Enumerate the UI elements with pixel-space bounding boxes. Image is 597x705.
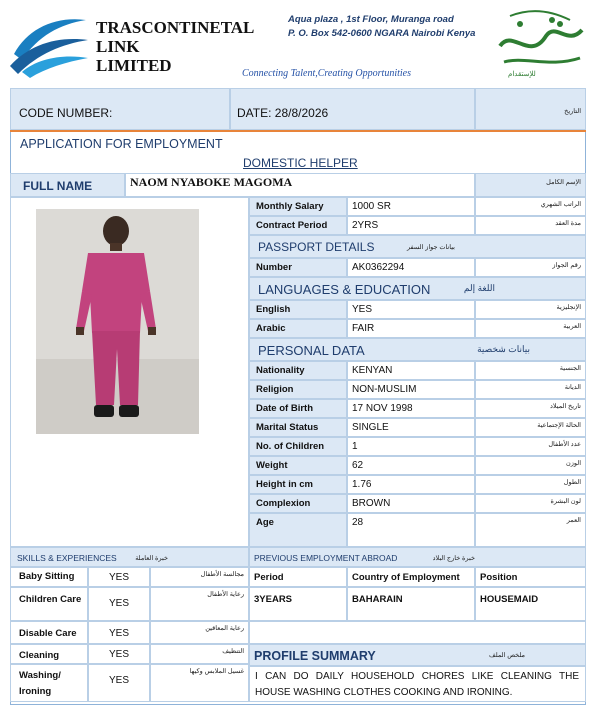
contract-period-value: 2YRS <box>352 220 379 231</box>
passport-number-label-cell <box>249 258 347 277</box>
abroad-col-country <box>347 567 475 587</box>
complexion-arabic-cell <box>475 494 586 513</box>
date-arabic-label: التاريخ <box>564 108 581 115</box>
agency-emblem-subtitle: للإستقدام <box>508 71 536 78</box>
skill-disable-care-label: Disable Care <box>19 628 77 639</box>
age-label: Age <box>256 517 274 528</box>
marital-label-cell <box>249 418 347 437</box>
skill-children-care-label: Children Care <box>19 594 82 605</box>
weight-arabic: الوزن <box>565 460 581 467</box>
monthly-salary-label: Monthly Salary <box>256 201 324 212</box>
skill-row-arabic-cell <box>150 567 249 587</box>
children-label-cell <box>249 437 347 456</box>
skill-baby-sitting-label: Baby Sitting <box>19 571 75 582</box>
height-value: 1.76 <box>352 479 372 490</box>
marital-status-arabic: الحالة الإجتماعية <box>537 422 581 429</box>
contract-period-value-cell <box>347 216 475 235</box>
dob-value-cell <box>347 399 475 418</box>
abroad-col-period <box>249 567 347 587</box>
weight-value: 62 <box>352 460 364 471</box>
application-title: APPLICATION FOR EMPLOYMENT <box>20 137 223 151</box>
abroad-col-period-label: Period <box>254 572 284 583</box>
contract-period-arabic: مدة العقد <box>555 220 581 227</box>
company-name <box>96 18 254 75</box>
skill-disable-care-value: YES <box>109 628 130 639</box>
arabic-arabic-cell <box>475 319 586 338</box>
children-value-cell <box>347 437 475 456</box>
company-logo-icon <box>8 10 90 80</box>
skill-row-label-cell <box>10 621 88 644</box>
skill-row-arabic-cell <box>150 587 249 621</box>
dob-label-cell <box>249 399 347 418</box>
passport-number-label: Number <box>256 262 292 273</box>
monthly-salary-label-cell <box>249 197 347 216</box>
skill-row-value-cell <box>88 644 150 664</box>
arabic-label-cell <box>249 319 347 338</box>
applicant-figure-icon <box>36 209 199 434</box>
abroad-position-value: HOUSEMAID <box>480 594 539 605</box>
contract-period-label: Contract Period <box>256 220 328 231</box>
arabic-value-cell <box>347 319 475 338</box>
date-label: DATE: 28/8/2026 <box>237 106 329 120</box>
passport-number-arabic: رقم الجواز <box>552 262 581 269</box>
date-arabic-cell <box>475 88 586 130</box>
company-name-line3: LIMITED <box>96 56 172 75</box>
children-count-arabic: عدد الأطفال <box>548 441 581 448</box>
date-of-birth-arabic: تاريخ الميلاد <box>549 403 581 410</box>
skill-row-label-cell <box>10 587 88 621</box>
languages-section-header <box>249 277 586 300</box>
full-name-value: NAOM NYABOKE MAGOMA <box>130 175 293 189</box>
full-name-label-cell <box>10 173 125 197</box>
skills-section-title: SKILLS & EXPERIENCES <box>17 553 117 563</box>
religion-label-cell <box>249 380 347 399</box>
religion-arabic-cell <box>475 380 586 399</box>
abroad-country-value: BAHARAIN <box>352 594 403 605</box>
abroad-row-cell <box>475 587 586 621</box>
english-label-cell <box>249 300 347 319</box>
monthly-salary-value: 1000 SR <box>352 201 391 212</box>
contract-period-arabic-cell <box>475 216 586 235</box>
languages-section-title: LANGUAGES & EDUCATION <box>258 282 431 297</box>
complexion-value: BROWN <box>352 498 391 509</box>
profile-summary-text: I CAN DO DAILY HOUSEHOLD CHORES LIKE CLEANING THE HOUSE WASHING CLOTHES COOKING AND IRONING. <box>255 671 579 698</box>
age-value-cell <box>347 513 475 547</box>
monthly-salary-arabic-cell <box>475 197 586 216</box>
address-line1: Aqua plaza , 1st Floor, Muranga road <box>288 14 454 25</box>
skill-row-value-cell <box>88 664 150 702</box>
abroad-empty-row <box>249 621 586 644</box>
children-count-value: 1 <box>352 441 358 452</box>
english-arabic-cell <box>475 300 586 319</box>
dob-arabic-cell <box>475 399 586 418</box>
skill-washing-label: Washing/ Ironing <box>19 670 61 697</box>
marital-status-value: SINGLE <box>352 422 389 433</box>
religion-arabic: الديانة <box>564 384 581 391</box>
skills-section-arabic: خبرة العاملة <box>135 555 168 562</box>
age-arabic-cell <box>475 513 586 547</box>
full-name-arabic-cell <box>475 173 586 197</box>
profile-section-arabic: ملخص الملف <box>488 652 525 659</box>
height-label-cell <box>249 475 347 494</box>
skill-washing-value: YES <box>109 675 130 686</box>
abroad-section-arabic: خبرة خارج البلاد <box>432 555 475 562</box>
abroad-col-position-label: Position <box>480 572 518 583</box>
marital-status-label: Marital Status <box>256 422 319 433</box>
code-number-cell <box>10 88 230 130</box>
header-divider <box>10 130 586 132</box>
weight-arabic-cell <box>475 456 586 475</box>
skill-row-value-cell <box>88 567 150 587</box>
full-name-value-cell <box>125 173 475 197</box>
company-address <box>288 13 475 41</box>
religion-value: NON-MUSLIM <box>352 384 417 395</box>
profile-summary-cell <box>249 666 586 702</box>
skill-row-label-cell <box>10 644 88 664</box>
skill-baby-sitting-arabic: مجالسة الأطفال <box>200 571 244 578</box>
children-arabic-cell <box>475 437 586 456</box>
date-cell <box>230 88 475 130</box>
personal-section-header <box>249 338 586 361</box>
agency-emblem-icon <box>490 6 590 84</box>
nationality-label-cell <box>249 361 347 380</box>
nationality-value: KENYAN <box>352 365 393 376</box>
date-of-birth-value: 17 NOV 1998 <box>352 403 413 414</box>
age-value: 28 <box>352 517 364 528</box>
profile-section-title: PROFILE SUMMARY <box>254 649 376 663</box>
position-applied: DOMESTIC HELPER <box>243 156 358 170</box>
abroad-row-cell <box>347 587 475 621</box>
abroad-row-cell <box>249 587 347 621</box>
contract-period-label-cell <box>249 216 347 235</box>
religion-value-cell <box>347 380 475 399</box>
monthly-salary-value-cell <box>347 197 475 216</box>
skill-row-arabic-cell <box>150 621 249 644</box>
skill-row-label-cell <box>10 567 88 587</box>
skill-row-value-cell <box>88 587 150 621</box>
passport-number-value-cell <box>347 258 475 277</box>
age-arabic: العمر <box>566 517 581 524</box>
passport-number-value: AK0362294 <box>352 262 405 273</box>
height-arabic: الطول <box>563 479 581 486</box>
weight-label-cell <box>249 456 347 475</box>
religion-label: Religion <box>256 384 294 395</box>
company-slogan: Connecting Talent,Creating Opportunities <box>242 68 411 79</box>
marital-arabic-cell <box>475 418 586 437</box>
nationality-label: Nationality <box>256 365 305 376</box>
personal-section-arabic: بيانات شخصية <box>477 344 530 354</box>
passport-section-header <box>249 235 586 258</box>
languages-section-arabic: اللغة إلم <box>463 283 495 293</box>
skill-row-label-cell <box>10 664 88 702</box>
age-label-cell <box>249 513 347 547</box>
weight-value-cell <box>347 456 475 475</box>
passport-section-title: PASSPORT DETAILS <box>258 240 375 254</box>
skill-children-care-arabic: رعاية الأطفال <box>207 591 244 598</box>
full-name-arabic: الإسم الكامل <box>546 179 581 186</box>
weight-label: Weight <box>256 460 288 471</box>
skill-row-value-cell <box>88 621 150 644</box>
children-count-label: No. of Children <box>256 441 325 452</box>
height-value-cell <box>347 475 475 494</box>
complexion-arabic: لون البشرة <box>550 498 581 505</box>
date-of-birth-label: Date of Birth <box>256 403 313 414</box>
english-value: YES <box>352 304 373 315</box>
height-label: Height in cm <box>256 479 314 490</box>
skill-cleaning-label: Cleaning <box>19 650 60 661</box>
arabic-language-label: Arabic <box>256 323 286 334</box>
passport-section-arabic: بيانات جواز السفر <box>406 244 455 251</box>
nationality-arabic: الجنسية <box>559 365 581 372</box>
skill-row-arabic-cell <box>150 664 249 702</box>
english-value-cell <box>347 300 475 319</box>
letterhead <box>0 0 597 88</box>
profile-section-header <box>249 644 586 666</box>
nationality-arabic-cell <box>475 361 586 380</box>
nationality-value-cell <box>347 361 475 380</box>
skill-washing-arabic: غسيل الملابس وكيها <box>189 668 244 675</box>
english-label: English <box>256 304 291 315</box>
passport-number-arabic-cell <box>475 258 586 277</box>
complexion-value-cell <box>347 494 475 513</box>
skills-section-header <box>10 547 249 567</box>
address-line2: P. O. Box 542-0600 NGARA Nairobi Kenya <box>288 28 476 39</box>
abroad-col-position <box>475 567 586 587</box>
marital-value-cell <box>347 418 475 437</box>
company-name-line2: LINK <box>96 37 140 56</box>
company-name-line1: TRASCONTINETAL <box>96 18 255 37</box>
complexion-label-cell <box>249 494 347 513</box>
arabic-language-arabic: العربية <box>563 323 581 330</box>
full-name-label: FULL NAME <box>23 179 93 193</box>
abroad-col-country-label: Country of Employment <box>352 572 460 583</box>
complexion-label: Complexion <box>256 498 311 509</box>
applicant-photo <box>36 209 199 434</box>
skill-children-care-value: YES <box>109 598 130 609</box>
code-number-label: CODE NUMBER: <box>19 106 113 120</box>
skill-cleaning-value: YES <box>109 649 130 660</box>
height-arabic-cell <box>475 475 586 494</box>
abroad-section-title: PREVIOUS EMPLOYMENT ABROAD <box>254 553 398 563</box>
skill-baby-sitting-value: YES <box>109 572 130 583</box>
monthly-salary-arabic: الراتب الشهري <box>540 201 581 208</box>
personal-section-title: PERSONAL DATA <box>258 343 365 358</box>
skill-cleaning-arabic: التنظيف <box>222 648 244 655</box>
english-arabic: الإنجليزية <box>556 304 581 311</box>
abroad-period-value: 3YEARS <box>254 594 293 605</box>
skill-row-arabic-cell <box>150 644 249 664</box>
arabic-language-value: FAIR <box>352 323 375 334</box>
skill-disable-care-arabic: رعاية المعاقين <box>205 625 244 632</box>
abroad-section-header <box>249 547 586 567</box>
